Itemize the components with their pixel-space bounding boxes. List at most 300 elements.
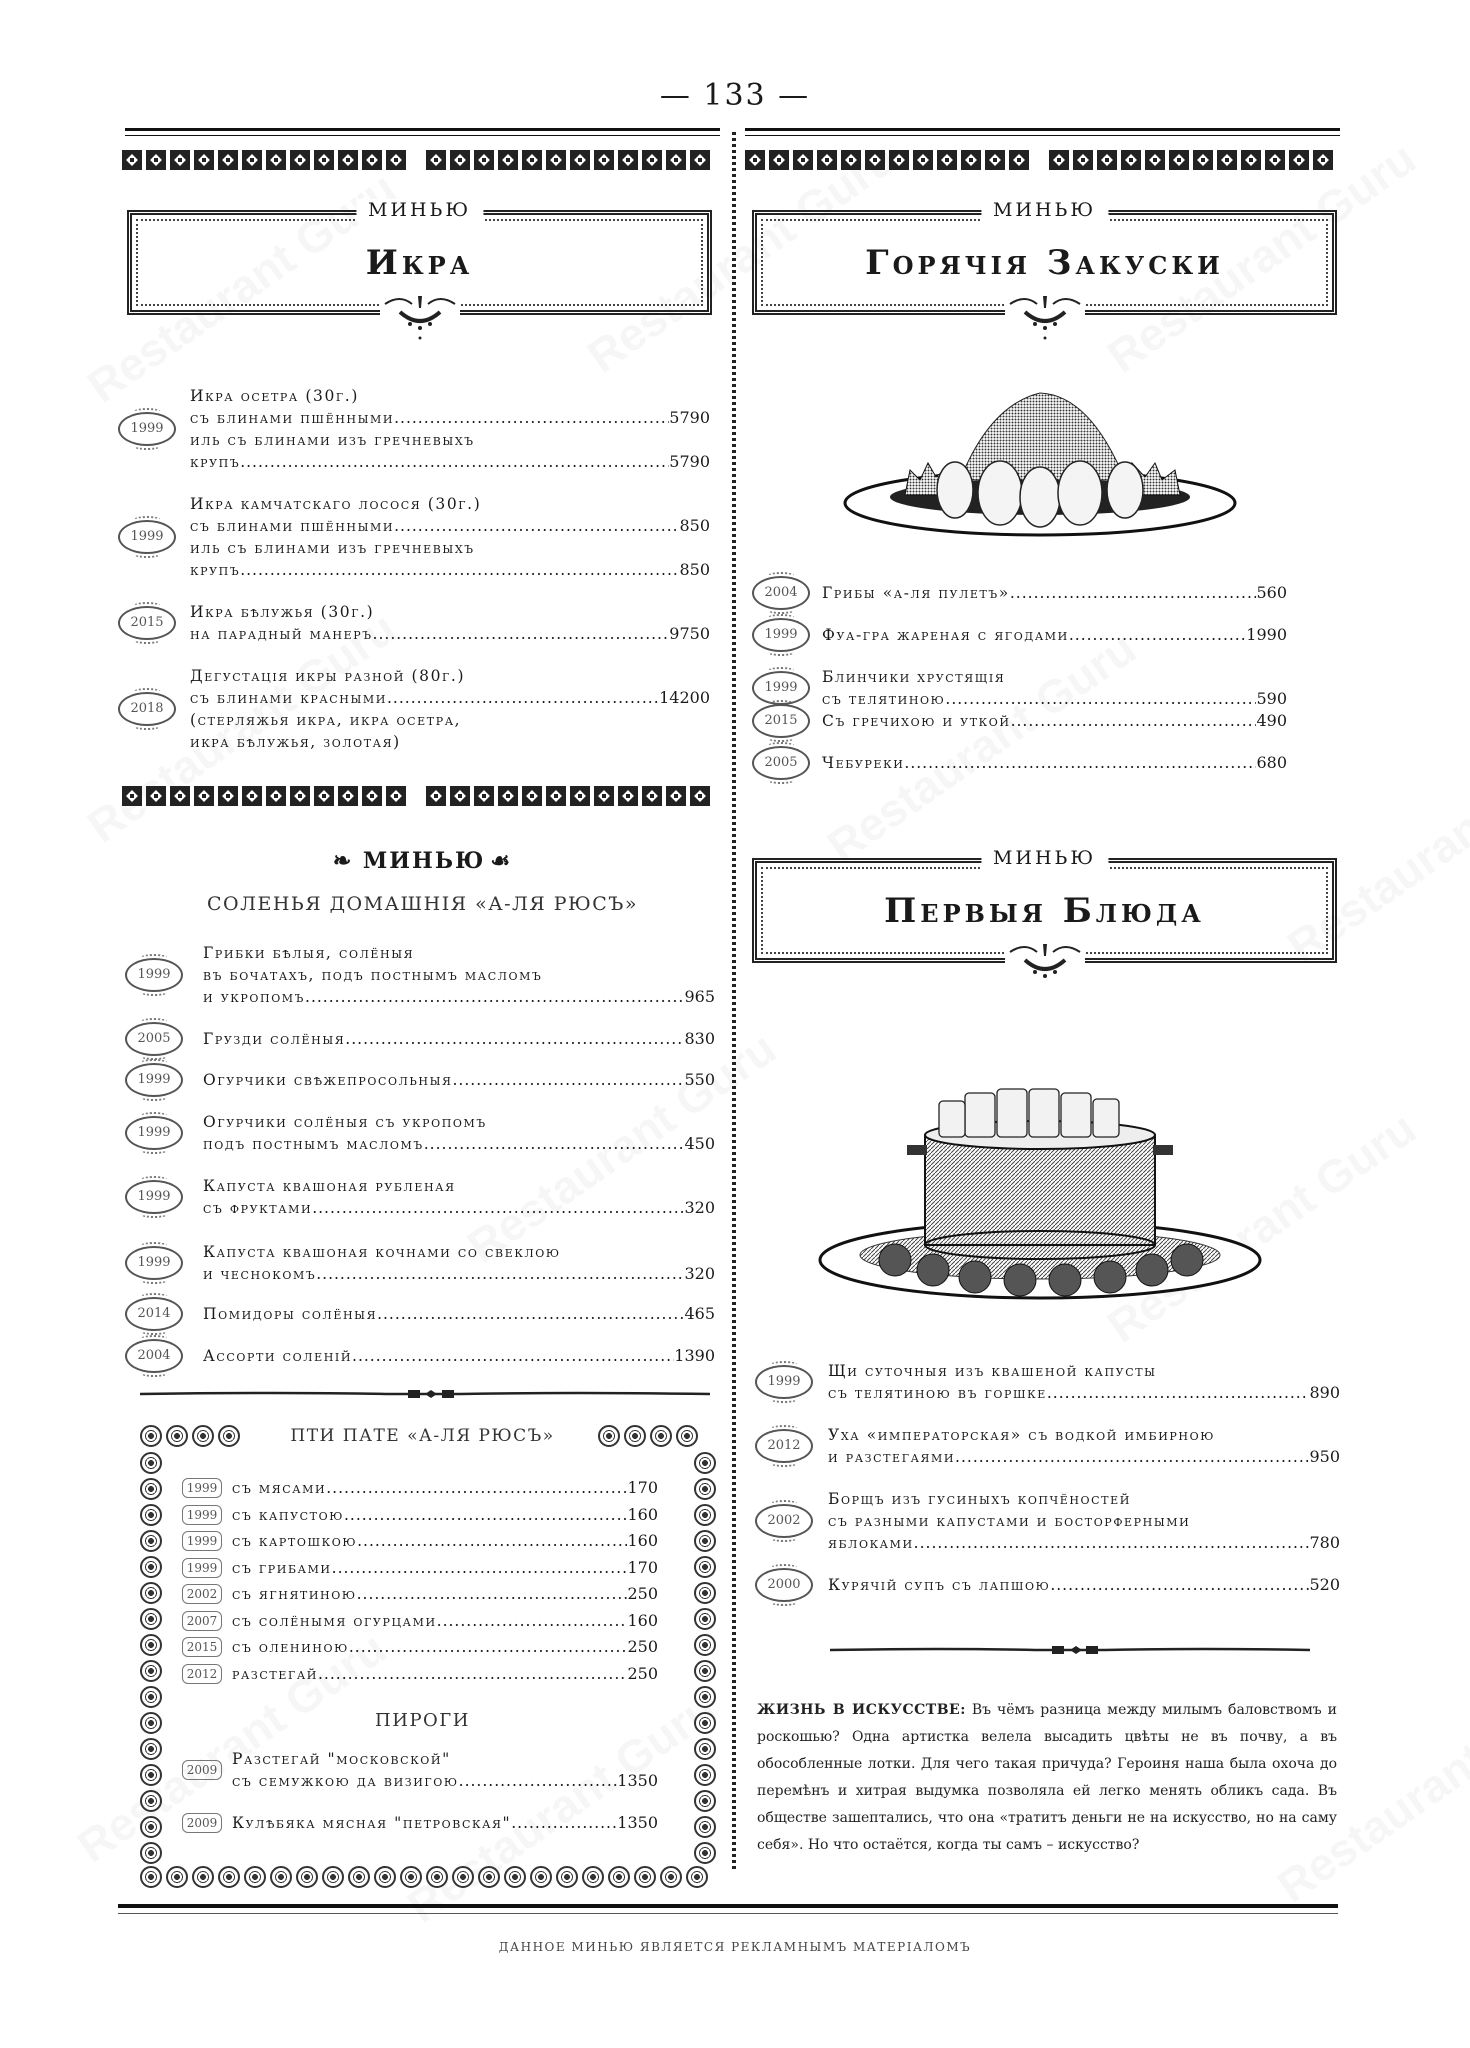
ornament-tile-icon [122,150,142,170]
year-badge: 1999 [125,1063,183,1097]
year-badge: 1999 [752,618,810,652]
year-badge: 2009 [182,1760,222,1780]
menu-item-name: съ картошкою [232,1532,358,1550]
menu-item [828,1574,1340,1596]
menu-item-name: Уха «императорская» съ водкой имбирною [828,1426,1215,1444]
year-badge: 2012 [755,1429,813,1463]
menu-item-price: 160 [627,1531,658,1550]
dot-leader [326,1477,627,1499]
ornament-tile-icon [618,786,638,806]
rosette-icon [478,1866,500,1888]
menu-item-name: подъ постнымъ масломъ [203,1135,424,1153]
menu-item-price: 170 [627,1478,658,1497]
menu-item-price: 450 [684,1134,715,1153]
menu-item-name: и чеснокомъ [203,1265,317,1283]
dot-leader [357,1530,627,1552]
note-heading: ЖИЗНЬ В ИСКУССТВЕ: [757,1702,966,1718]
year-badge: 2015 [752,704,810,738]
dot-leader [452,1069,684,1091]
section-label: МИНЬЮ [356,199,483,221]
menu-item-name: крупъ [190,453,241,471]
ornament-tile-icon [450,150,470,170]
section-title: Горячiя Закуски [865,243,1224,283]
menu-item-name: Грузди солёныя [203,1030,346,1048]
ornament-tile-icon [1097,150,1117,170]
menu-item-price: 5790 [669,452,710,471]
dot-leader [955,1446,1309,1468]
rosette-icon [140,1478,162,1500]
ornament-tile-icon [522,150,542,170]
year-badge: 2005 [752,746,810,780]
dot-leader [437,1610,628,1632]
menu-item-name: Курячiй супъ съ лапшою [828,1576,1051,1594]
rosette-icon [624,1425,646,1447]
dot-leader [318,1663,627,1685]
rosette-icon [374,1866,396,1888]
dot-leader [305,986,684,1008]
ornament-tile-icon [266,786,286,806]
ornament-tile-icon [386,150,406,170]
menu-item-name: съ олениною [232,1638,349,1656]
ornament-tile-icon [218,786,238,806]
menu-item [232,1663,658,1685]
menu-item [232,1748,658,1792]
rosette-icon [140,1764,162,1786]
rosette-icon [694,1582,716,1604]
menu-item [190,601,710,645]
ornament-tile-icon [290,786,310,806]
menu-item-name: и укропомъ [203,988,306,1006]
menu-item [232,1583,658,1605]
ornament-tile-icon [1169,150,1189,170]
menu-item-name: Блинчики хрустящiя [822,668,1006,686]
menu-item-name: Капуста квашоная рубленая [203,1177,456,1195]
year-badge: 1999 [125,1116,183,1150]
dot-leader [1069,624,1246,646]
ornament-tile-icon [690,786,710,806]
menu-item-price: 950 [1309,1447,1340,1466]
year-badge: 1999 [125,1180,183,1214]
menu-item-price: 1350 [617,1771,658,1790]
year-badge: 2004 [125,1339,183,1373]
rosette-icon [140,1816,162,1838]
menu-item [190,665,710,753]
ornament-tile-icon [841,150,861,170]
rosette-border-right [694,1452,716,1864]
section-frame-pervye [752,847,1337,963]
watermark [817,621,1145,873]
ornament-tile-icon [146,150,166,170]
menu-item-name: съ телятиною въ горшке [828,1384,1047,1402]
rosette-icon [270,1866,292,1888]
menu-item-name: Помидоры солёныя [203,1305,378,1323]
flourish-divider-icon [140,1384,710,1394]
ornament-tile-icon [338,150,358,170]
dot-leader [332,1557,628,1579]
year-badge: 1999 [118,412,176,446]
ornament-tile-icon [690,150,710,170]
section-label: МИНЬЮ [981,199,1108,221]
ornament-tile-icon [1009,150,1029,170]
year-badge: 2015 [118,606,176,640]
rosette-icon [686,1866,708,1888]
menu-item-price: 160 [627,1610,658,1630]
menu-item-name: Икра осетра (30г.) [190,387,359,405]
ornament-tile-icon [450,786,470,806]
ornament-tile-icon [426,150,446,170]
ornament-tile-icon [522,786,542,806]
ornament-tile-icon [474,786,494,806]
menu-item-name: Капуста квашоная кочнами со свеклою [203,1243,561,1261]
rosette-icon [140,1634,162,1656]
rosette-icon [694,1816,716,1838]
menu-item-name: съ разными капустами и босторферными [828,1512,1191,1530]
menu-item-name: Борщъ изъ гусиныхъ копчёностей [828,1490,1131,1508]
year-badge: 2018 [118,692,176,726]
rosette-icon [660,1866,682,1888]
menu-item-name: съ фруктами [203,1199,313,1217]
pastry-pot-illustration [815,1085,1265,1305]
menu-item [203,1111,715,1155]
year-badge: 2007 [182,1611,222,1631]
dot-leader [373,623,670,645]
rosette-icon [694,1504,716,1526]
ornament-tile-row [745,150,1345,172]
menu-item-price: 320 [684,1198,715,1217]
menu-item [828,1360,1340,1404]
menu-item-name: кулѣбяка мясная "петровская" [232,1814,512,1832]
rosette-icon [140,1530,162,1552]
rosette-icon [676,1425,698,1447]
menu-item-price: 590 [1256,689,1287,708]
rosette-icon [694,1452,716,1474]
menu-item [232,1530,658,1552]
ornament-tile-icon [594,150,614,170]
rosette-icon [426,1866,448,1888]
top-rule-right [745,128,1340,136]
dot-leader [352,1345,674,1367]
year-badge: 1999 [118,520,176,554]
ornament-tile-icon [1145,150,1165,170]
dot-leader [345,1028,684,1050]
ornament-tile-icon [170,786,190,806]
menu-item [232,1477,658,1499]
ornament-tile-icon [913,150,933,170]
menu-item-name: съ блинами пшёнными [190,409,395,427]
menu-item-name: съ мясами [232,1479,327,1497]
ornament-tile-icon [570,150,590,170]
dot-leader [387,687,659,709]
ornament-tile-icon [338,786,358,806]
rosette-icon [694,1842,716,1864]
scroll-ornament-icon [380,292,460,340]
section-title: Икра [365,243,474,283]
ornament-tile-icon [194,786,214,806]
ornament-tile-icon [769,150,789,170]
rosette-icon [140,1556,162,1578]
menu-item-price: 14200 [659,688,710,707]
ornament-tile-icon [1241,150,1261,170]
rosette-icon [694,1556,716,1578]
rosette-icon [140,1504,162,1526]
ornament-tile-icon [218,150,238,170]
menu-item [232,1812,658,1834]
rosette-row-bottom [140,1866,708,1888]
rosette-icon [556,1866,578,1888]
rosette-icon [244,1866,266,1888]
menu-item [203,942,715,1008]
year-badge: 1999 [125,1246,183,1280]
ornament-tile-icon [666,786,686,806]
menu-item [822,752,1287,774]
rosette-icon [452,1866,474,1888]
menu-item-name: Икра бѣлужья (30г.) [190,603,375,621]
ornament-tile-icon [170,150,190,170]
rosette-icon [582,1866,604,1888]
menu-item-name: Щи суточныя изъ квашеной капусты [828,1362,1157,1380]
rosette-icon [140,1738,162,1760]
menu-item-name: икра бѣлужья, золотая) [190,733,401,751]
menu-item-name: съ блинами пшёнными [190,517,395,535]
year-badge: 2002 [755,1504,813,1538]
ornament-tile-icon [314,786,334,806]
rosette-icon [694,1686,716,1708]
dot-leader [377,1303,684,1325]
ornament-tile-icon [122,786,142,806]
menu-item [203,1241,715,1285]
menu-item [822,710,1287,732]
year-badge: 2014 [125,1297,183,1331]
ornament-tile-icon [889,150,909,170]
section-frame-zakuski [752,199,1337,315]
ornament-tile-icon [985,150,1005,170]
menu-item-price: 490 [1256,711,1287,730]
rosette-icon [140,1866,162,1888]
menu-item-name: разстегай [232,1664,318,1683]
ornament-tile-icon [426,786,446,806]
menu-item-price: 965 [684,987,715,1006]
section-frame-ikra [127,199,712,315]
menu-item-name: и разстегаями [828,1448,956,1466]
rosette-icon [140,1582,162,1604]
menu-item [232,1636,658,1658]
rosette-icon [530,1866,552,1888]
rosette-icon [694,1608,716,1630]
flourish-divider-icon [830,1640,1310,1650]
dot-leader [312,1197,684,1219]
menu-item-price: 160 [627,1504,658,1524]
subsection-label: МИНЬЮ [362,848,486,874]
rosette-icon [192,1866,214,1888]
menu-item [232,1504,658,1526]
menu-item [203,1345,715,1367]
subsection-heading [125,848,720,874]
art-note-paragraph [757,1697,1337,1859]
dot-leader [511,1812,617,1834]
year-badge: 2004 [752,576,810,610]
ornament-tile-icon [793,150,813,170]
ornament-tile-icon [817,150,837,170]
menu-item-name: Огурчики солёныя съ укропомъ [203,1113,487,1131]
ornament-tile-icon [146,786,166,806]
menu-item-price: 465 [684,1304,715,1323]
menu-item-name: иль съ блинами изъ гречневыхъ [190,431,475,449]
menu-item-name: Грибки бѣлыя, солёныя [203,944,415,962]
menu-item-price: 170 [627,1557,658,1577]
menu-item-name: съ телятиною [822,690,946,708]
ornament-tile-icon [498,786,518,806]
menu-item-name: иль съ блинами изъ гречневыхъ [190,539,475,557]
dot-leader [904,752,1256,774]
menu-item-name: Фуа-гра жареная с ягодами [822,626,1069,644]
rosette-icon [694,1530,716,1552]
rosette-icon [140,1686,162,1708]
rosette-icon [694,1764,716,1786]
menu-item-name: крупъ [190,561,241,579]
watermark [67,1621,395,1873]
dot-leader [1010,582,1257,604]
menu-item-name: съ семужкою да визигою [232,1772,459,1790]
menu-item-price: 250 [627,1637,658,1656]
menu-item-price: 1990 [1246,625,1287,644]
rosette-icon [296,1866,318,1888]
ornament-tile-icon [961,150,981,170]
rosette-icon [694,1738,716,1760]
rosette-icon [400,1866,422,1888]
rosette-icon [140,1660,162,1682]
ornament-tile-icon [1265,150,1285,170]
ornament-tile-icon [1313,150,1333,170]
menu-item [828,1424,1340,1468]
menu-item-name: въ бочатахъ, подъ постнымъ масломъ [203,966,543,984]
swirl-right-icon: ☙ [490,848,513,874]
ornament-tile-icon [498,150,518,170]
rosette-icon [322,1866,344,1888]
section-label: МИНЬЮ [981,847,1108,869]
menu-item-name: съ капустою [232,1505,344,1524]
menu-item-price: 520 [1309,1575,1340,1594]
menu-item [190,385,710,473]
ornament-tile-icon [362,786,382,806]
menu-item-price: 250 [627,1584,658,1603]
menu-item-price: 550 [684,1070,715,1089]
year-badge: 2009 [182,1813,222,1833]
menu-item-name: Грибы «а-ля пулетъ» [822,584,1010,602]
rosette-icon [140,1452,162,1474]
menu-item-name: съ солёнымя огурцами [232,1611,437,1630]
year-badge: 2005 [125,1022,183,1056]
bottom-rule [118,1904,1338,1914]
dot-leader [914,1532,1310,1554]
rosette-icon [694,1660,716,1682]
rosette-icon [218,1866,240,1888]
rosette-icon [166,1866,188,1888]
menu-item [203,1069,715,1091]
menu-item-price: 560 [1256,583,1287,602]
ornament-tile-icon [1193,150,1213,170]
menu-item-name: Чебуреки [822,754,905,772]
menu-item-name: яблоками [828,1534,914,1552]
menu-item [822,582,1287,604]
menu-item [203,1175,715,1219]
ornament-tile-icon [474,150,494,170]
page-number: — 133 — [659,78,811,113]
ornament-tile-icon [386,786,406,806]
menu-item-name: съ ягнятиною [232,1585,357,1603]
year-badge: 2012 [182,1664,222,1684]
scroll-ornament-icon [1005,940,1085,988]
dot-leader [344,1504,627,1526]
menu-item-price: 680 [1256,753,1287,772]
rosette-icon [608,1866,630,1888]
footer-disclaimer: ДАННОЕ МИНЬЮ ЯВЛЯЕТСЯ РЕКЛАМНЫМЪ МАТЕРIАЛОМЪ [498,1940,972,1954]
menu-item-price: 780 [1309,1533,1340,1552]
dot-leader [1050,1574,1309,1596]
menu-item [232,1610,658,1632]
year-badge: 2002 [182,1584,222,1604]
menu-item-name: (стерляжья икра, икра осетра, [190,711,462,729]
menu-item-name: на парадный манеръ [190,625,373,643]
subsection-title: СОЛЕНЬЯ ДОМАШНIЯ «А-ЛЯ РЮСЪ» [207,893,638,915]
rosette-icon [598,1425,620,1447]
ornament-tile-icon [290,150,310,170]
menu-item-name: Ассорти соленiй [203,1347,353,1365]
ornament-tile-icon [266,150,286,170]
menu-item-price: 850 [679,560,710,579]
menu-item-name: съ грибами [232,1558,332,1577]
ornament-tile-icon [1049,150,1069,170]
ornament-tile-icon [1121,150,1141,170]
year-badge: 2000 [755,1568,813,1602]
note-body: Въ чёмъ разница между милымъ баловствомъ и роскошью? Одна артистка велела высадить цвѣты не въ почву, а въ обособленные лотки. Для чего такая причуда? Героиня наша была охоча до перемѣнъ и хитрая выдумка позволяла ей легко менять обликъ сада. Въ обществе зашептались, что она «тратитъ деньги не на искусство, но на саму себя». Но что остаётся, когда ты самъ – искусство? [757,1702,1337,1853]
ornament-tile-row [122,786,722,808]
ornament-tile-icon [314,150,334,170]
ornament-tile-icon [362,150,382,170]
ornament-tile-icon [1073,150,1093,170]
dot-leader [349,1636,628,1658]
rosette-icon [140,1790,162,1812]
column-separator [732,132,736,1872]
rosette-icon [634,1866,656,1888]
dot-leader [459,1770,618,1792]
dot-leader [316,1263,684,1285]
dot-leader [424,1133,685,1155]
menu-item-name: Съ гречихою и уткой [822,712,1011,730]
rosette-icon [140,1842,162,1864]
ornament-tile-icon [1217,150,1237,170]
ornament-tile-icon [865,150,885,170]
dot-leader [394,515,679,537]
dot-leader [1047,1382,1310,1404]
rosette-icon [650,1425,672,1447]
ornament-tile-icon [1289,150,1309,170]
ornament-tile-row [122,150,722,172]
rosette-border-left [140,1452,162,1864]
rosette-icon [694,1634,716,1656]
rosette-icon [694,1790,716,1812]
rosette-icon [140,1608,162,1630]
menu-item-price: 250 [627,1663,658,1683]
dot-leader [394,407,669,429]
ornament-tile-icon [937,150,957,170]
ornament-tile-icon [546,786,566,806]
ornament-tile-icon [666,150,686,170]
rosette-icon [694,1478,716,1500]
year-badge: 2015 [182,1637,222,1657]
menu-item [203,1028,715,1050]
menu-item [822,666,1287,710]
rosette-icon [348,1866,370,1888]
